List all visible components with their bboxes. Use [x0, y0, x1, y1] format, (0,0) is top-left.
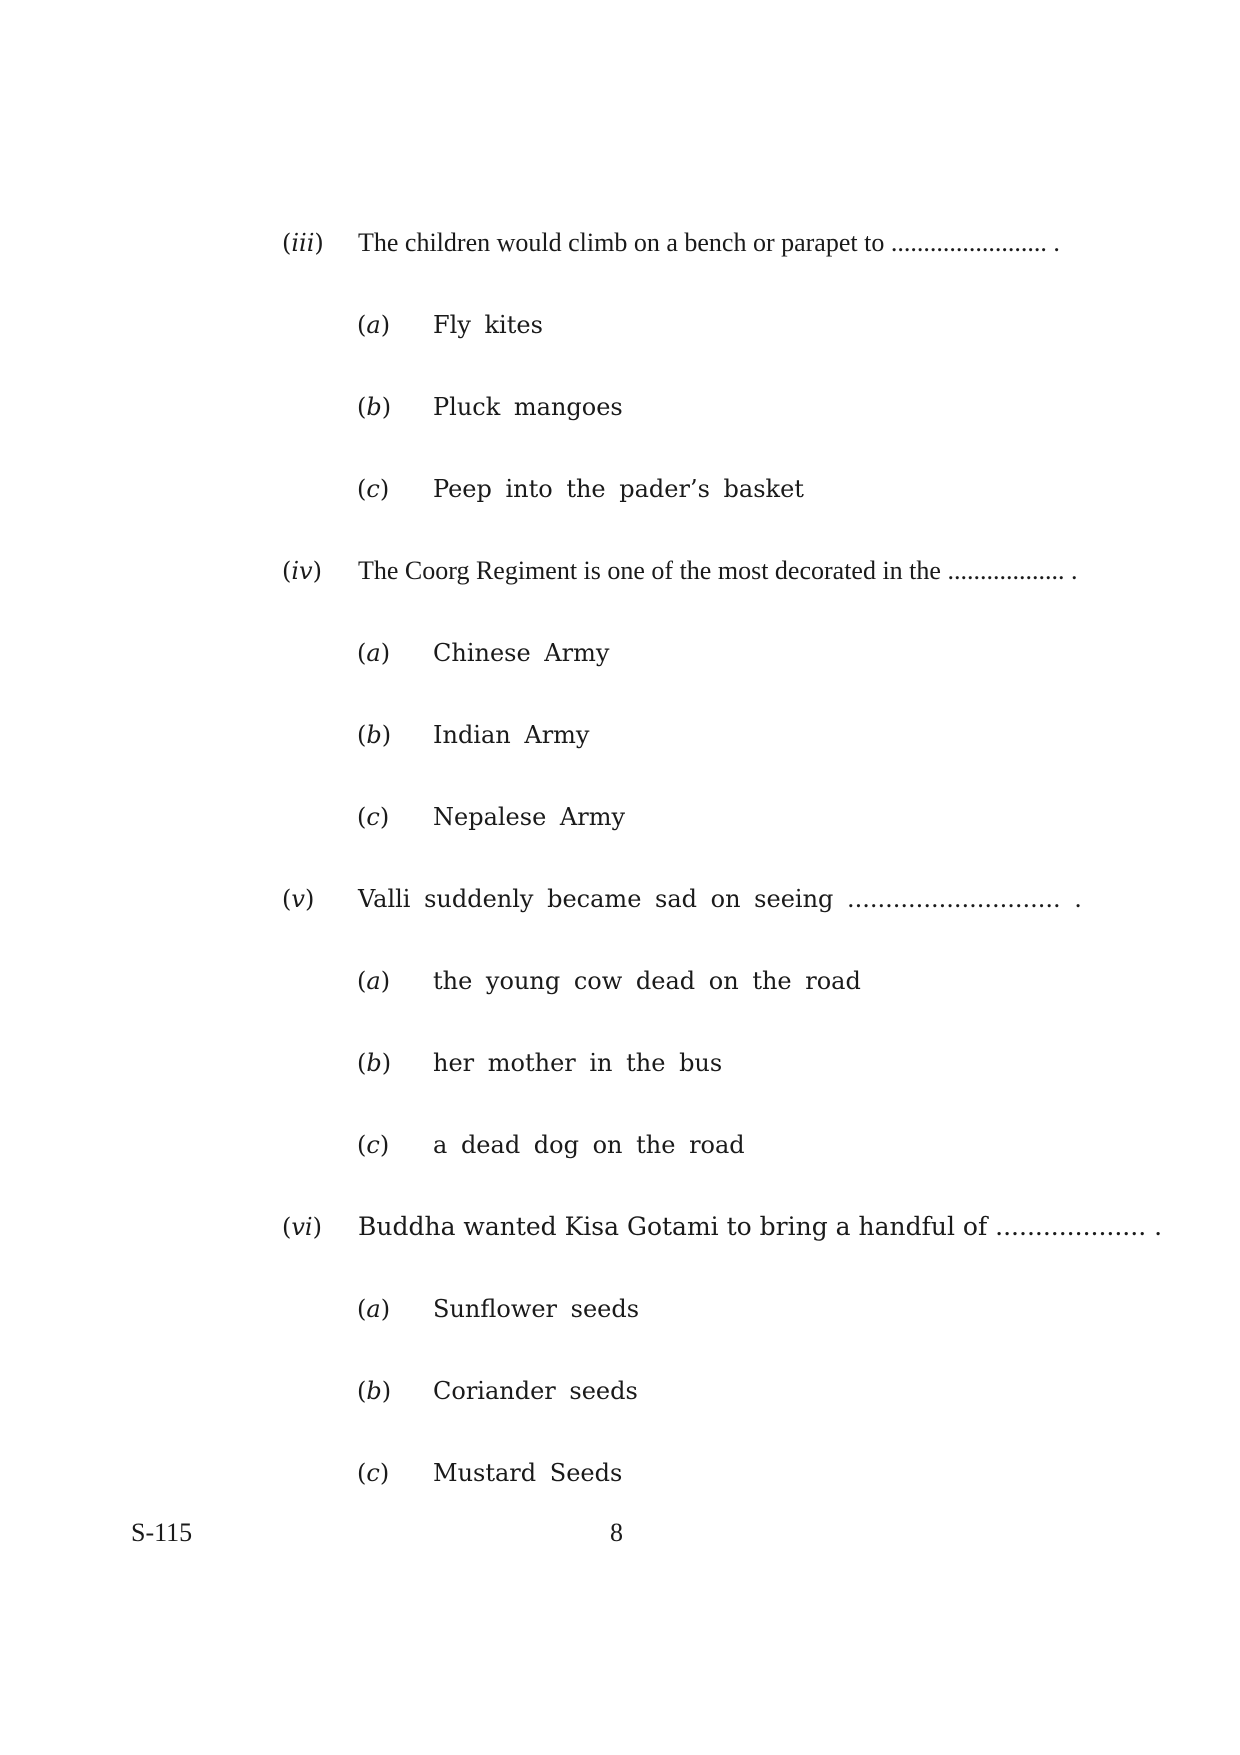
option-text: her mother in the bus	[433, 1049, 723, 1077]
question-number: (vi)	[282, 1213, 322, 1241]
question-text: Valli suddenly became sad on seeing ............................ .	[358, 885, 1082, 913]
question-number: (iv)	[282, 557, 322, 585]
question-text: Buddha wanted Kisa Gotami to bring a handful of ................... .	[358, 1212, 1163, 1241]
option-text: Pluck mangoes	[433, 393, 623, 421]
question-number: (iii)	[282, 229, 324, 257]
option-text: Chinese Army	[433, 639, 610, 667]
option-text: Sunflower seeds	[433, 1295, 640, 1323]
question-text: The children would climb on a bench or parapet to ........................ .	[358, 228, 1060, 257]
option-text: Peep into the pader’s basket	[433, 475, 804, 503]
question-text: The Coorg Regiment is one of the most decorated in the .................. .	[358, 556, 1078, 585]
page-number: 8	[610, 1518, 623, 1547]
question-number: (v)	[282, 885, 315, 913]
option-text: a dead dog on the road	[433, 1131, 745, 1159]
option-text: Mustard Seeds	[433, 1459, 623, 1487]
paper-code: S-115	[131, 1518, 193, 1547]
option-text: Coriander seeds	[433, 1377, 638, 1405]
option-text: Indian Army	[433, 721, 590, 749]
option-text: the young cow dead on the road	[433, 967, 861, 995]
option-text: Fly kites	[433, 311, 543, 339]
exam-page: (iii) The children would climb on a bench or parapet to ........................ . (a) Fly kites (b) Pluck mangoes (c) Peep into the pader’s basket (iv) The Coorg Regiment is one of the most decorated in the .................. . (a) Chinese Army (b) Indian Army (c) Nepalese Army (v) Valli suddenly became sad on seeing ............................ . (a) the young cow dead on the road (b) her mother in the bus (c) a dead dog on the road (vi) Buddha wanted Kisa Gotami to bring a handful of ................... . (a) Sunflower seeds (b) Coriander seeds (c) Mustard Seeds S-115 8	[131, 228, 1163, 1547]
option-text: Nepalese Army	[433, 803, 626, 831]
